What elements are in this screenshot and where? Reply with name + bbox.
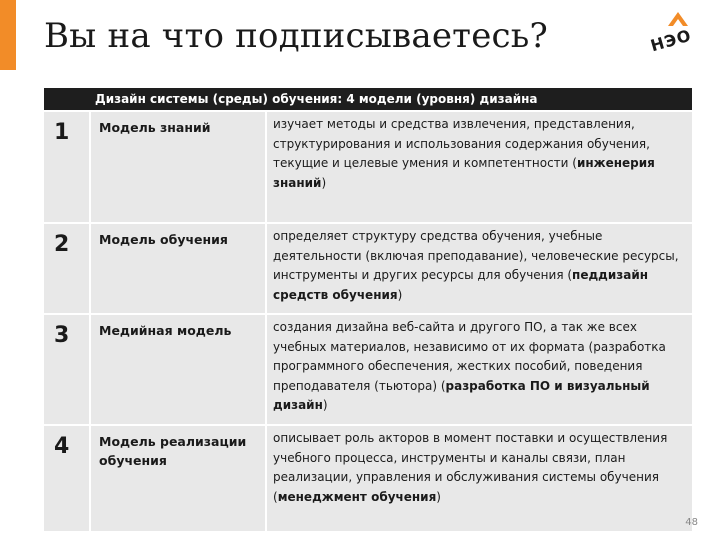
model-name: Модель реализации обучения (89, 426, 265, 531)
model-name: Модель знаний (89, 112, 265, 222)
models-table (44, 88, 692, 531)
table-header-title: Дизайн системы (среды) обучения: 4 модели (уровня) дизайна (95, 92, 538, 106)
page-number: 48 (685, 517, 698, 528)
neo-logo (642, 12, 700, 62)
table-row (44, 222, 692, 313)
table-row (44, 424, 692, 531)
header-empty-cell (44, 88, 89, 110)
logo-text: НЭО (648, 25, 694, 56)
model-description: определяет структуру средства обучения, учебные деятельности (включая преподавание), человеческие ресурсы, инструменты и других ресурсы для обучения (педдизайн средств обучения) (265, 224, 692, 313)
model-name: Модель обучения (89, 224, 265, 313)
row-number: 1 (54, 120, 70, 145)
model-name: Медийная модель (89, 315, 265, 424)
slide-title: Вы на что подписываетесь? (44, 16, 548, 56)
accent-bar (0, 0, 16, 70)
model-description: изучает методы и средства извлечения, представления, структурирования и использования содержания обучения, текущие и целевые умения и компетентности (инженерия знаний) (265, 112, 692, 222)
row-number: 2 (54, 232, 70, 257)
model-summary: педдизайн средств обучения (273, 268, 649, 302)
table-row (44, 110, 692, 222)
row-number: 4 (54, 434, 70, 459)
model-summary: менеджмент обучения (277, 489, 437, 504)
model-summary: разработка ПО и визуальный дизайн (273, 378, 650, 413)
table-header (44, 88, 692, 110)
model-description: создания дизайна веб-сайта и другого ПО, а так же всех учебных материалов, независимо от их формата (разработка программного обеспечения, жестких пособий, поведения преподавателя (тьютора) (разработка ПО и визуальный дизайн) (265, 315, 692, 424)
model-summary: инженерия знаний (273, 156, 655, 190)
row-number: 3 (54, 323, 70, 348)
table-row (44, 313, 692, 424)
model-description: описывает роль акторов в момент поставки и осуществления учебного процесса, инструменты и каналы связи, план реализации, управления и обслуживания системы обучения (менеджмент обучения) (265, 426, 692, 531)
